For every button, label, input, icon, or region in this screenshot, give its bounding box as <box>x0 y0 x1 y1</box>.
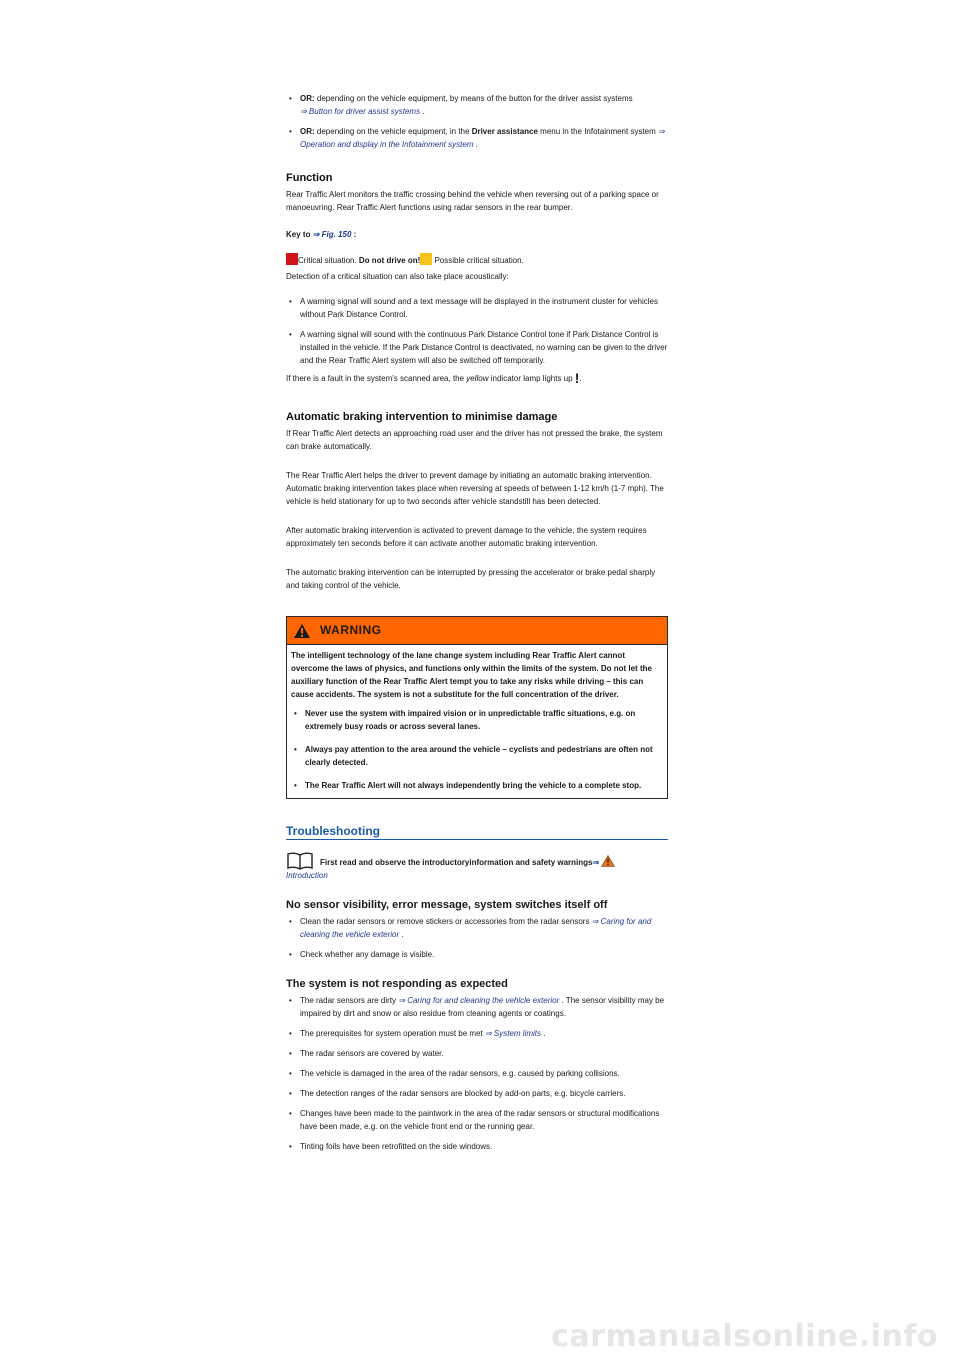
braking-paragraph: If Rear Traffic Alert detects an approaching road user and the driver has not pressed the brake, the system can brake automatically. <box>286 429 663 451</box>
book-icon <box>286 852 314 870</box>
fault-text: If there is a fault in the system's scanned area, the yellow indicator lamp lights up !. <box>286 370 582 386</box>
detection-text: Detection of a critical situation can also take place acoustically: <box>286 272 509 281</box>
list-item: • OR: depending on the vehicle equipment, by means of the button for the driver assist systems ⇒ Button for driver assist systems . <box>286 92 668 118</box>
link-infotainment[interactable]: ⇒ Operation and display in the Infotainment system <box>300 127 665 149</box>
list-item: • Clean the radar sensors or remove stickers or accessories from the radar sensors ⇒ Caring for and cleaning the vehicle exterior . <box>286 915 668 941</box>
warning-item: • Always pay attention to the area around the vehicle – cyclists and pedestrians are often not clearly detected. <box>291 743 663 769</box>
link-introduction[interactable]: Introduction <box>286 871 328 880</box>
list-item: • A warning signal will sound with the continuous Park Distance Control tone if Park Distance Control is installed in the vehicle. If the Park Distance Control is deactivated, no warning can be given to the driver and the Rear Traffic Alert system will also be switched off temporarily. <box>286 328 668 367</box>
warning-title: WARNING <box>320 623 382 637</box>
exclamation-icon: ! <box>574 370 580 386</box>
function-text: Rear Traffic Alert monitors the traffic crossing behind the vehicle when reversing out of a parking space or manoeuvring. Rear Traffic Alert functions using radar sensors in the rear bumper. <box>286 190 659 212</box>
troubleshooting-title: Troubleshooting <box>286 825 668 840</box>
list-item: • The prerequisites for system operation must be met ⇒ System limits . <box>286 1027 668 1040</box>
link-system-limits[interactable]: ⇒ System limits <box>484 1029 542 1038</box>
legend-line: Critical situation. Do not drive on! Possible critical situation. <box>286 253 668 267</box>
list-item: • The vehicle is damaged in the area of the radar sensors, e.g. caused by parking collisions. <box>286 1067 668 1080</box>
list-item: • The radar sensors are covered by water. <box>286 1047 668 1060</box>
or-label: OR: <box>300 127 315 136</box>
list-item: • OR: depending on the vehicle equipment, in the Driver assistance menu in the Infotainment system ⇒ Operation and display in the Infotainment system . <box>286 125 668 151</box>
key-line: Key to ⇒ Fig. 150 : <box>286 230 357 239</box>
section-heading: The system is not responding as expected <box>286 978 508 990</box>
section-heading: No sensor visibility, error message, system switches itself off <box>286 899 608 911</box>
link-driver-assist-button[interactable]: ⇒ Button for driver assist systems <box>300 107 421 116</box>
amber-square-icon <box>420 253 432 265</box>
list-item: • A warning signal will sound and a text message will be displayed in the instrument cluster for vehicles without Park Distance Control. <box>286 295 668 321</box>
warning-body <box>287 645 667 798</box>
or-label: OR: <box>300 94 315 103</box>
list-item: • The radar sensors are dirty ⇒ Caring for and cleaning the vehicle exterior . The sensor visibility may be impaired by dirt and snow or also residue from cleaning agents or coatings. <box>286 994 668 1020</box>
list-item: • Changes have been made to the paintwork in the area of the radar sensors or structural modifications have been made, e.g. on the vehicle front end or the running gear. <box>286 1107 668 1133</box>
braking-paragraph: The Rear Traffic Alert helps the driver to prevent damage by initiating an automatic braking intervention. Automatic braking intervention takes place when reversing at speeds of between 1-12 km/h (1-7 mph). The vehicle is held stationary for up to two seconds after vehicle standstill has been detected. <box>286 471 664 506</box>
braking-heading: Automatic braking intervention to minimise damage <box>286 411 558 423</box>
list-item: • The detection ranges of the radar sensors are blocked by add-on parts, e.g. bicycle carriers. <box>286 1087 668 1100</box>
warning-box <box>286 616 668 799</box>
link-fig-150[interactable]: ⇒ Fig. 150 <box>312 230 352 239</box>
function-heading: Function <box>286 172 333 184</box>
warning-header <box>287 617 667 645</box>
link-caring-exterior[interactable]: ⇒ Caring for and cleaning the vehicle exterior <box>398 996 560 1005</box>
red-square-icon <box>286 253 298 265</box>
warning-item: • The Rear Traffic Alert will not always independently bring the vehicle to a complete stop. <box>291 779 663 792</box>
warning-triangle-icon <box>601 855 615 867</box>
intro-notice: First read and observe the introductoryinformation and safety warnings⇒ <box>286 852 668 870</box>
link-caring-exterior[interactable]: ⇒ Caring for and cleaning the vehicle exterior <box>300 917 652 939</box>
list-item: • Check whether any damage is visible. <box>286 948 668 961</box>
braking-paragraph: After automatic braking intervention is activated to prevent damage to the vehicle, the system requires approximately ten seconds before it can activate another automatic braking intervention. <box>286 526 647 548</box>
manual-page <box>286 92 668 1160</box>
braking-paragraph: The automatic braking intervention can be interrupted by pressing the accelerator or brake pedal sharply and taking control of the vehicle. <box>286 568 656 590</box>
list-item: • Tinting foils have been retrofitted on the side windows. <box>286 1140 668 1153</box>
warning-triangle-icon <box>293 623 311 639</box>
warning-intro: The intelligent technology of the lane change system including Rear Traffic Alert cannot overcome the laws of physics, and functions only within the limits of the system. Do not let the auxiliary function of the Rear Traffic Alert tempt you to take any risks while driving – this can cause accidents. The system is not a substitute for the full concentration of the driver. <box>291 651 652 699</box>
warning-item: • Never use the system with impaired vision or in unpredictable traffic situations, e.g. on extremely busy roads or across several lanes. <box>291 707 663 733</box>
watermark: carmanualsonline.info <box>551 1319 938 1354</box>
